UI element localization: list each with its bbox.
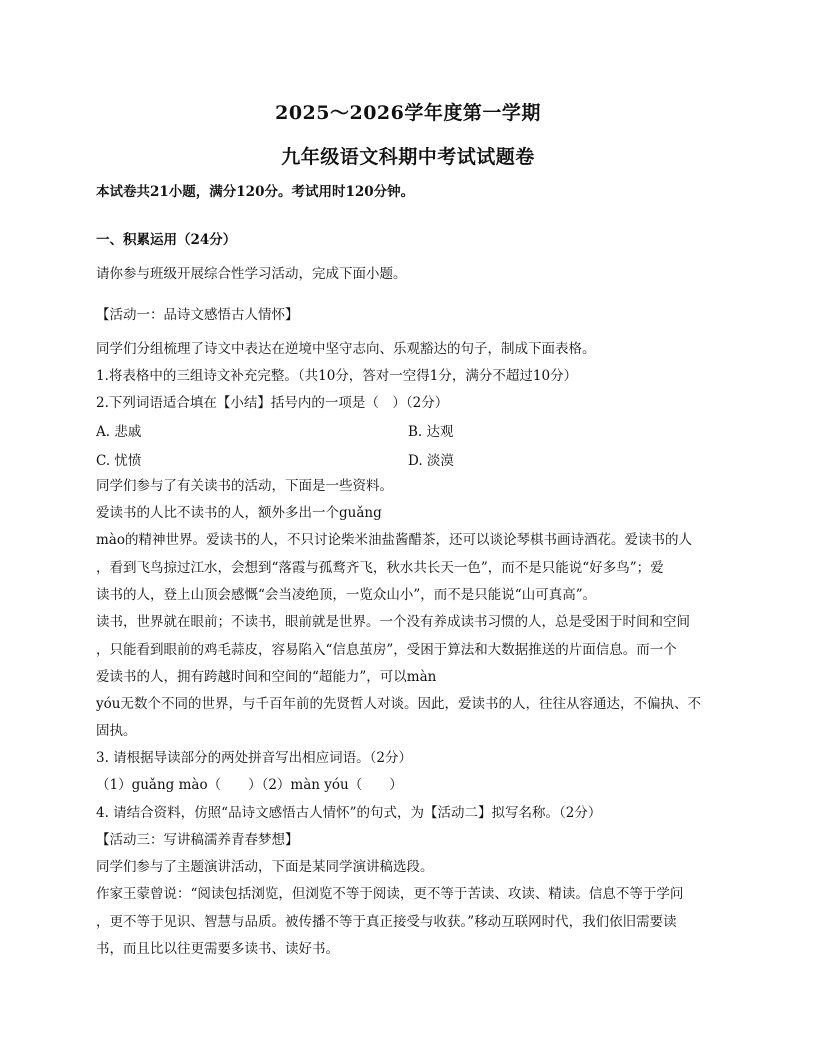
option-d[interactable]: D. 淡漠	[408, 453, 454, 469]
activity-three-title: 【活动三：写讲稿濡养青春梦想】	[96, 832, 299, 848]
activity-one-desc: 同学们分组梳理了诗文中表达在逆境中坚守志向、乐观豁达的句子，制成下面表格。	[96, 341, 596, 357]
question-1: 1.将表格中的三组诗文补充完整。（共10分，答对一空得1分，满分不超过10分）	[96, 368, 578, 384]
reading-line-6: ，只能看到眼前的鸡毛蒜皮，容易陷入“信息茧房”，受困于算法和大数据推送的片面信息。而一个	[96, 642, 677, 658]
question-4: 4. 请结合资料，仿照“品诗文感悟古人情怀”的句式，为【活动二】拟写名称。（2分）	[96, 805, 602, 821]
option-b[interactable]: B. 达观	[408, 424, 454, 440]
question-3-subitems: （1）guǎng mào（ ）（2）màn yóu（ ）	[96, 777, 403, 793]
activity-two-desc: 同学们参与了有关读书的活动，下面是一些资料。	[96, 478, 393, 494]
reading-line-5: 读书，世界就在眼前；不读书，眼前就是世界。一个没有养成读书习惯的人，总是受困于时间和空间	[96, 614, 690, 630]
reading-line-2: mào的精神世界。爱读书的人，不只讨论柴米油盐酱醋茶，还可以谈论琴棋书画诗酒花。爱读书的人	[96, 532, 692, 548]
speech-line-3: 书，而且比以往更需要多读书、读好书。	[96, 941, 339, 957]
question-3: 3. 请根据导读部分的两处拼音写出相应词语。（2分）	[96, 750, 413, 766]
activity-one-title: 【活动一：品诗文感悟古人情怀】	[96, 307, 299, 323]
reading-line-3: ，看到飞鸟掠过江水，会想到“落霞与孤鹜齐飞，秋水共长天一色”，而不是只能说“好多鸟”；爱	[96, 560, 664, 576]
reading-line-9: 固执。	[96, 723, 137, 739]
speech-line-1: 作家王蒙曾说：“阅读包括浏览，但浏览不等于阅读，更不等于苦读、攻读、精读。信息不等于学问	[96, 886, 684, 902]
exam-title-term: 2025～2026学年度第一学期	[275, 102, 541, 124]
speech-line-2: ，更不等于见识、智慧与品质。被传播不等于真正接受与收获。”移动互联网时代，我们依旧需要读	[96, 914, 677, 930]
section-heading: 一、积累运用（24分）	[96, 232, 237, 248]
option-c[interactable]: C. 忧愤	[96, 453, 142, 469]
question-2: 2.下列词语适合填在【小结】括号内的一项是（ ）（2分）	[96, 395, 449, 411]
exam-intro: 本试卷共21小题，满分120分。考试用时120分钟。	[96, 184, 415, 200]
reading-line-1: 爱读书的人比不读书的人，额外多出一个guǎng	[96, 505, 382, 521]
reading-line-7: 爱读书的人，拥有跨越时间和空间的“超能力”，可以màn	[96, 669, 437, 685]
reading-line-4: 读书的人，登上山顶会感慨“会当凌绝顶，一览众山小”，而不是只能说“山可真高”。	[96, 587, 597, 603]
section-instruction: 请你参与班级开展综合性学习活动，完成下面小题。	[96, 266, 407, 282]
reading-line-8: yóu无数个不同的世界，与千百年前的先贤哲人对谈。因此，爱读书的人，往往从容通达，不偏执、不	[96, 696, 701, 712]
activity-three-desc: 同学们参与了主题演讲活动，下面是某同学演讲稿选段。	[96, 859, 434, 875]
option-a[interactable]: A. 悲戚	[96, 424, 142, 440]
exam-title-subject: 九年级语文科期中考试试题卷	[281, 146, 535, 168]
